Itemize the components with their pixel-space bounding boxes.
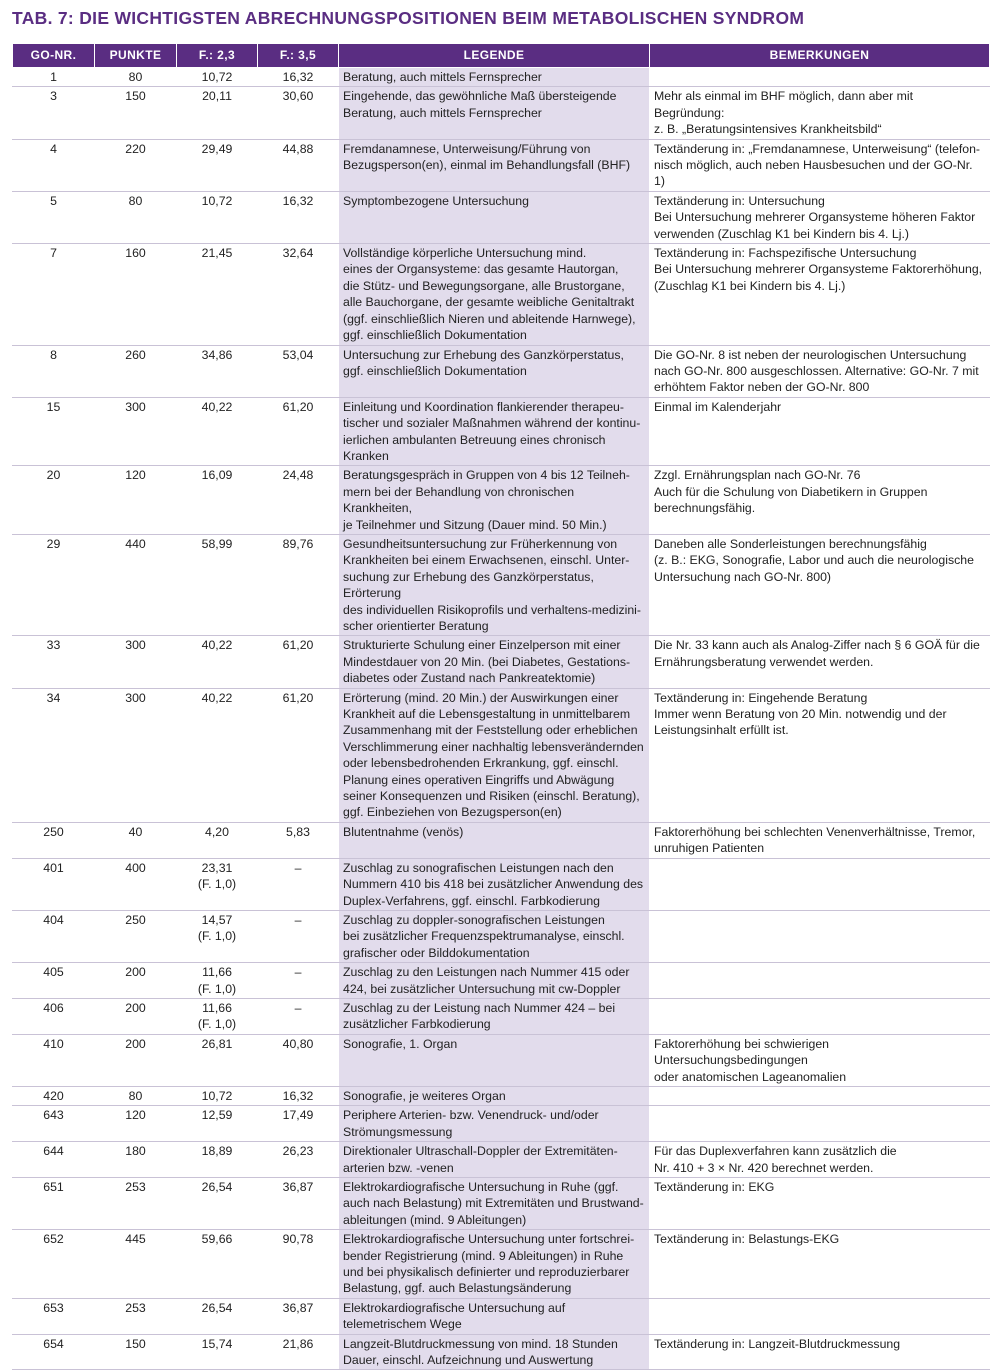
cell-f23: 10,72 [177, 191, 258, 243]
cell-legende: Zuschlag zu sonografischen Leistungen nach den Nummern 410 bis 418 bei zusätzlicher Anwendung des Duplex-Verfahrens, ggf. einschl. Farbkodierung [339, 858, 650, 910]
table-row [13, 345, 990, 397]
header-punkte: PUNKTE [95, 44, 177, 68]
table-row [13, 1178, 990, 1230]
cell-f35: 61,20 [258, 636, 339, 688]
cell-punkte: 40 [95, 822, 177, 858]
table-row [13, 1034, 990, 1086]
cell-bemerkungen: Zzgl. Ernährungsplan nach GO-Nr. 76 Auch für die Schulung von Diabetikern in Gruppen berechnungsfähig. [650, 466, 990, 535]
cell-bemerkungen [650, 1106, 990, 1142]
table-row [13, 1334, 990, 1370]
cell-punkte: 220 [95, 139, 177, 191]
cell-bemerkungen: Textänderung in: Eingehende Beratung Immer wenn Beratung von 20 Min. notwendig und der Leistungsinhalt erfüllt ist. [650, 688, 990, 822]
cell-legende: Untersuchung zur Erhebung des Ganzkörperstatus, ggf. einschließlich Dokumentation [339, 345, 650, 397]
cell-legende: Zuschlag zu der Leistung nach Nummer 424 – bei zusätzlicher Farbkodierung [339, 998, 650, 1034]
cell-f23: 21,45 [177, 244, 258, 345]
table-row [13, 1230, 990, 1299]
cell-bemerkungen: Einmal im Kalenderjahr [650, 397, 990, 466]
cell-go-nr: 15 [13, 397, 95, 466]
table-row [13, 1298, 990, 1334]
cell-f23: 34,86 [177, 345, 258, 397]
billing-table [12, 43, 990, 1370]
table-row [13, 1142, 990, 1178]
cell-punkte: 300 [95, 397, 177, 466]
cell-legende: Beratung, auch mittels Fernsprecher [339, 68, 650, 87]
cell-go-nr: 644 [13, 1142, 95, 1178]
cell-bemerkungen: Faktorerhöhung bei schlechten Venenverhältnisse, Tremor, unruhigen Patienten [650, 822, 990, 858]
table-row [13, 68, 990, 87]
cell-f35: 30,60 [258, 87, 339, 139]
cell-f23: 12,59 [177, 1106, 258, 1142]
table-row [13, 998, 990, 1034]
cell-legende: Blutentnahme (venös) [339, 822, 650, 858]
cell-legende: Direktionaler Ultraschall-Doppler der Extremitäten- arterien bzw. -venen [339, 1142, 650, 1178]
cell-punkte: 80 [95, 1086, 177, 1105]
cell-f35: 26,23 [258, 1142, 339, 1178]
cell-f23: 11,66 (F. 1,0) [177, 998, 258, 1034]
cell-f23: 10,72 [177, 1086, 258, 1105]
cell-f35: 53,04 [258, 345, 339, 397]
cell-go-nr: 406 [13, 998, 95, 1034]
cell-legende: Zuschlag zu den Leistungen nach Nummer 415 oder 424, bei zusätzlicher Untersuchung mit cw-Doppler [339, 963, 650, 999]
cell-punkte: 120 [95, 1106, 177, 1142]
cell-f35: 36,87 [258, 1298, 339, 1334]
cell-punkte: 253 [95, 1298, 177, 1334]
cell-go-nr: 643 [13, 1106, 95, 1142]
cell-legende: Symptombezogene Untersuchung [339, 191, 650, 243]
header-bemerkungen: BEMERKUNGEN [650, 44, 990, 68]
cell-bemerkungen: Textänderung in: „Fremdanamnese, Unterweisung“ (telefon- nisch möglich, auch neben Hausbesuchen und der GO-Nr. 1) [650, 139, 990, 191]
cell-legende: Elektrokardiografische Untersuchung in Ruhe (ggf. auch nach Belastung) mit Extremitäten und Brustwand- ableitungen (mind. 9 Ableitungen) [339, 1178, 650, 1230]
cell-punkte: 180 [95, 1142, 177, 1178]
table-title: TAB. 7: DIE WICHTIGSTEN ABRECHNUNGSPOSITIONEN BEIM METABOLISCHEN SYNDROM [12, 8, 805, 28]
cell-go-nr: 20 [13, 466, 95, 535]
cell-go-nr: 7 [13, 244, 95, 345]
table-row [13, 858, 990, 910]
cell-go-nr: 5 [13, 191, 95, 243]
cell-f35: 16,32 [258, 1086, 339, 1105]
cell-punkte: 160 [95, 244, 177, 345]
cell-f35: 89,76 [258, 534, 339, 635]
cell-bemerkungen [650, 910, 990, 962]
cell-f35: 24,48 [258, 466, 339, 535]
cell-bemerkungen: Textänderung in: Langzeit-Blutdruckmessung [650, 1334, 990, 1370]
cell-f35: 61,20 [258, 688, 339, 822]
cell-f35: 40,80 [258, 1034, 339, 1086]
cell-f23: 23,31 (F. 1,0) [177, 858, 258, 910]
cell-punkte: 300 [95, 688, 177, 822]
cell-bemerkungen [650, 68, 990, 87]
cell-punkte: 200 [95, 1034, 177, 1086]
cell-bemerkungen: Textänderung in: EKG [650, 1178, 990, 1230]
cell-bemerkungen: Textänderung in: Belastungs-EKG [650, 1230, 990, 1299]
cell-go-nr: 410 [13, 1034, 95, 1086]
cell-f23: 15,74 [177, 1334, 258, 1370]
cell-f23: 40,22 [177, 688, 258, 822]
cell-go-nr: 8 [13, 345, 95, 397]
cell-go-nr: 3 [13, 87, 95, 139]
cell-f35: 44,88 [258, 139, 339, 191]
cell-punkte: 200 [95, 998, 177, 1034]
cell-f35: – [258, 858, 339, 910]
header-legende: LEGENDE [339, 44, 650, 68]
cell-go-nr: 29 [13, 534, 95, 635]
cell-f35: 90,78 [258, 1230, 339, 1299]
cell-bemerkungen: Die Nr. 33 kann auch als Analog-Ziffer nach § 6 GOÄ für die Ernährungsberatung verwendet werden. [650, 636, 990, 688]
table-body [13, 68, 990, 1370]
cell-legende: Vollständige körperliche Untersuchung mind. eines der Organsysteme: das gesamte Hautorgan, die Stütz- und Bewegungsorgane, alle Brustorgane, alle Bauchorgane, der gesamte weibliche Genitaltrakt (ggf. einschließlich Nieren und ableitende Harnwege), ggf. einschließlich Dokumentation [339, 244, 650, 345]
cell-f35: 17,49 [258, 1106, 339, 1142]
cell-bemerkungen [650, 998, 990, 1034]
table-row [13, 397, 990, 466]
cell-go-nr: 34 [13, 688, 95, 822]
table-row [13, 1086, 990, 1105]
cell-legende: Erörterung (mind. 20 Min.) der Auswirkungen einer Krankheit auf die Lebensgestaltung in unmittelbarem Zusammenhang mit der Feststellung oder erheblichen Verschlimmerung einer nachhaltig lebensverändernden oder lebensbedrohenden Erkrankung, ggf. einschl. Planung eines operativen Eingriffs und Abwägung seiner Konsequenzen und Risiken (einschl. Beratung), ggf. Einbeziehen von Bezugsperson(en) [339, 688, 650, 822]
cell-f35: 5,83 [258, 822, 339, 858]
cell-f23: 10,72 [177, 68, 258, 87]
cell-f23: 26,81 [177, 1034, 258, 1086]
cell-go-nr: 653 [13, 1298, 95, 1334]
cell-punkte: 150 [95, 1334, 177, 1370]
cell-bemerkungen [650, 1086, 990, 1105]
cell-f23: 59,66 [177, 1230, 258, 1299]
table-row [13, 822, 990, 858]
cell-bemerkungen [650, 858, 990, 910]
cell-f35: 32,64 [258, 244, 339, 345]
header-go-nr: GO-NR. [13, 44, 95, 68]
cell-f23: 16,09 [177, 466, 258, 535]
cell-legende: Elektrokardiografische Untersuchung unter fortschrei- bender Registrierung (mind. 9 Ableitungen) in Ruhe und bei physikalisch definierter und reproduzierbarer Belastung, ggf. auch Belastungsänderung [339, 1230, 650, 1299]
table-row [13, 963, 990, 999]
cell-go-nr: 250 [13, 822, 95, 858]
header-row [13, 44, 990, 68]
cell-f23: 14,57 (F. 1,0) [177, 910, 258, 962]
cell-legende: Strukturierte Schulung einer Einzelperson mit einer Mindestdauer von 20 Min. (bei Diabetes, Gestations- diabetes oder Zustand nach Pankreatektomie) [339, 636, 650, 688]
cell-f23: 11,66 (F. 1,0) [177, 963, 258, 999]
cell-go-nr: 33 [13, 636, 95, 688]
cell-f23: 58,99 [177, 534, 258, 635]
cell-punkte: 400 [95, 858, 177, 910]
cell-punkte: 80 [95, 68, 177, 87]
table-row [13, 87, 990, 139]
cell-f23: 18,89 [177, 1142, 258, 1178]
header-f23: F.: 2,3 [177, 44, 258, 68]
cell-punkte: 300 [95, 636, 177, 688]
cell-go-nr: 654 [13, 1334, 95, 1370]
cell-bemerkungen: Faktorerhöhung bei schwierigen Untersuchungsbedingungen oder anatomischen Lageanomalien [650, 1034, 990, 1086]
cell-punkte: 120 [95, 466, 177, 535]
cell-legende: Periphere Arterien- bzw. Venendruck- und/oder Strömungsmessung [339, 1106, 650, 1142]
cell-punkte: 260 [95, 345, 177, 397]
cell-bemerkungen: Textänderung in: Untersuchung Bei Untersuchung mehrerer Organsysteme höheren Faktor verwenden (Zuschlag K1 bei Kindern bis 4. Lj.) [650, 191, 990, 243]
cell-legende: Sonografie, je weiteres Organ [339, 1086, 650, 1105]
table-row [13, 910, 990, 962]
cell-legende: Sonografie, 1. Organ [339, 1034, 650, 1086]
cell-f23: 40,22 [177, 636, 258, 688]
cell-f23: 26,54 [177, 1178, 258, 1230]
cell-legende: Langzeit-Blutdruckmessung von mind. 18 Stunden Dauer, einschl. Aufzeichnung und Auswertung [339, 1334, 650, 1370]
cell-f35: – [258, 963, 339, 999]
cell-f23: 26,54 [177, 1298, 258, 1334]
cell-f23: 20,11 [177, 87, 258, 139]
table-row [13, 466, 990, 535]
cell-punkte: 253 [95, 1178, 177, 1230]
cell-go-nr: 652 [13, 1230, 95, 1299]
cell-f35: 16,32 [258, 191, 339, 243]
table-row [13, 244, 990, 345]
cell-legende: Gesundheitsuntersuchung zur Früherkennung von Krankheiten bei einem Erwachsenen, einschl. Unter- suchung zur Erhebung des Ganzkörperstatus, Erörterung des individuellen Risikoprofils und verhaltens-medizini- scher orientierter Beratung [339, 534, 650, 635]
header-f35: F.: 3,5 [258, 44, 339, 68]
cell-punkte: 200 [95, 963, 177, 999]
cell-punkte: 250 [95, 910, 177, 962]
table-row [13, 688, 990, 822]
cell-f23: 4,20 [177, 822, 258, 858]
table-row [13, 191, 990, 243]
cell-go-nr: 401 [13, 858, 95, 910]
cell-legende: Zuschlag zu doppler-sonografischen Leistungen bei zusätzlicher Frequenzspektrumanalyse, einschl. grafischer oder Bilddokumentation [339, 910, 650, 962]
cell-f23: 29,49 [177, 139, 258, 191]
cell-bemerkungen [650, 963, 990, 999]
cell-punkte: 150 [95, 87, 177, 139]
cell-go-nr: 1 [13, 68, 95, 87]
cell-legende: Eingehende, das gewöhnliche Maß übersteigende Beratung, auch mittels Fernsprecher [339, 87, 650, 139]
cell-legende: Beratungsgespräch in Gruppen von 4 bis 12 Teilneh- mern bei der Behandlung von chronischen Krankheiten, je Teilnehmer und Sitzung (Dauer mind. 50 Min.) [339, 466, 650, 535]
cell-f35: 16,32 [258, 68, 339, 87]
cell-bemerkungen: Die GO-Nr. 8 ist neben der neurologischen Untersuchung nach GO-Nr. 800 ausgeschlossen. Alternative: GO-Nr. 7 mit erhöhtem Faktor neben der GO-Nr. 800 [650, 345, 990, 397]
cell-f35: 21,86 [258, 1334, 339, 1370]
cell-f35: 36,87 [258, 1178, 339, 1230]
cell-bemerkungen: Textänderung in: Fachspezifische Untersuchung Bei Untersuchung mehrerer Organsysteme Faktorerhöhung, (Zuschlag K1 bei Kindern bis 4. Lj.) [650, 244, 990, 345]
cell-legende: Einleitung und Koordination flankierender therapeu- tischer und sozialer Maßnahmen während der kontinu- ierlichen ambulanten Betreuung eines chronisch Kranken [339, 397, 650, 466]
cell-punkte: 445 [95, 1230, 177, 1299]
cell-go-nr: 405 [13, 963, 95, 999]
cell-f35: – [258, 998, 339, 1034]
cell-go-nr: 420 [13, 1086, 95, 1105]
cell-bemerkungen: Mehr als einmal im BHF möglich, dann aber mit Begründung: z. B. „Beratungsintensives Krankheitsbild“ [650, 87, 990, 139]
cell-bemerkungen: Für das Duplexverfahren kann zusätzlich die Nr. 410 + 3 × Nr. 420 berechnet werden. [650, 1142, 990, 1178]
table-row [13, 636, 990, 688]
cell-go-nr: 651 [13, 1178, 95, 1230]
cell-f35: 61,20 [258, 397, 339, 466]
cell-bemerkungen [650, 1298, 990, 1334]
cell-bemerkungen: Daneben alle Sonderleistungen berechnungsfähig (z. B.: EKG, Sonografie, Labor und auch die neurologische Untersuchung nach GO-Nr. 800) [650, 534, 990, 635]
table-row [13, 1106, 990, 1142]
table-row [13, 534, 990, 635]
table-row [13, 139, 990, 191]
cell-go-nr: 4 [13, 139, 95, 191]
cell-legende: Elektrokardiografische Untersuchung auf telemetrischem Wege [339, 1298, 650, 1334]
cell-punkte: 80 [95, 191, 177, 243]
cell-punkte: 440 [95, 534, 177, 635]
cell-f35: – [258, 910, 339, 962]
cell-legende: Fremdanamnese, Unterweisung/Führung von Bezugsperson(en), einmal im Behandlungsfall (BHF) [339, 139, 650, 191]
cell-go-nr: 404 [13, 910, 95, 962]
cell-f23: 40,22 [177, 397, 258, 466]
